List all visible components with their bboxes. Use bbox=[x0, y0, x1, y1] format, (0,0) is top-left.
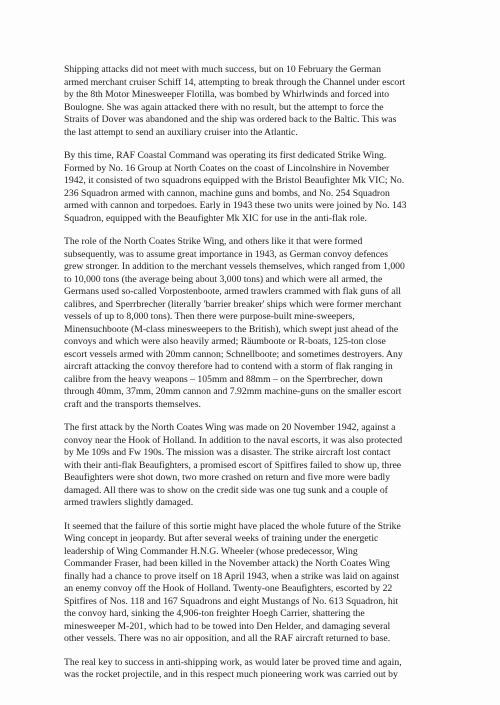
text-line: Squadron, equipped with the Beaufighter Mk XIC for use in the anti-flak role. bbox=[64, 212, 367, 224]
text-line: By this time, RAF Coastal Command was operating its first dedicated Strike Wing. bbox=[64, 150, 387, 161]
text-line: minesweeper M-201, which had to be towed into Den Helder, and damaging several bbox=[64, 620, 391, 632]
text-line: by the 8th Motor Minesweeper Flotilla, was bombed by Whirlwinds and forced into bbox=[64, 89, 390, 100]
text-line: leadership of Wing Commander H.N.G. Wheeler (whose predecessor, Wing bbox=[64, 545, 358, 557]
text-line: an enemy convoy off the Hook of Holland. Twenty-one Beaufighters, escorted by 22 bbox=[64, 583, 393, 594]
text-line: 1942, it consisted of two squadrons equipped with the Bristol Beaufighter Mk VIC; No. bbox=[64, 175, 405, 186]
text-line: armed trawlers slightly damaged. bbox=[64, 497, 194, 508]
text-line: Boulogne. She was again attacked there with no result, but the attempt to force the bbox=[64, 101, 384, 113]
paragraph bbox=[64, 236, 464, 411]
text-line: The first attack by the North Coates Wing was made on 20 November 1942, against a bbox=[64, 422, 396, 433]
text-line: The real key to success in anti-shipping work, as would later be proved time and again, bbox=[64, 656, 402, 668]
text-line: convoys and which were also heavily armed; Räumboote or R-boats, 125-ton close bbox=[64, 336, 386, 347]
text-line: Straits of Dover was abandoned and the ship was ordered back to the Baltic. This was bbox=[64, 114, 397, 125]
text-line: subsequently, was to assume great importance in 1943, as German convoy defences bbox=[64, 248, 389, 260]
text-line: with their anti-flak Beaufighters, a promised escort of Spitfires failed to show up, three bbox=[64, 459, 402, 471]
paragraph bbox=[64, 64, 464, 139]
text-line: other vessels. There was no air opposition, and all the RAF aircraft returned to base. bbox=[64, 633, 391, 644]
text-line: It seemed that the failure of this sortie might have placed the whole future of the Strike bbox=[64, 520, 401, 532]
text-line: Commander Fraser, had been killed in the November attack) the North Coates Wing bbox=[64, 558, 390, 569]
text-line: Wing concept in jeopardy. But after several weeks of training under the energetic bbox=[64, 533, 379, 544]
text-line: The role of the North Coates Strike Wing, and others like it that were formed bbox=[64, 236, 363, 247]
text-line: 236 Squadron armed with cannon, machine guns and bombs, and No. 254 Squadron bbox=[64, 187, 390, 199]
text-line: armed with cannon and torpedoes. Early in 1943 these two units were joined by No. 143 bbox=[64, 200, 407, 211]
text-line: calibre from the heavy weapons – 105mm and 88mm – on the Sperrbrecher, down bbox=[64, 373, 383, 385]
text-line: convoy near the Hook of Holland. In addition to the naval escorts, it was also protected bbox=[64, 434, 403, 446]
text-line: was the rocket projectile, and in this respect much pioneering work was carried out by bbox=[64, 669, 398, 680]
text-line: vessels of up to 8,000 tons). Then there were purpose-built mine-sweepers, bbox=[64, 311, 355, 322]
text-line: craft and the transports themselves. bbox=[64, 398, 201, 410]
body-text bbox=[64, 64, 464, 693]
text-line: the last attempt to send an auxiliary cruiser into the Atlantic. bbox=[64, 126, 298, 138]
text-line: by Me 109s and Fw 190s. The mission was a disaster. The strike aircraft lost contact bbox=[64, 447, 391, 458]
text-line: Shipping attacks did not meet with much success, but on 10 February the German bbox=[64, 64, 381, 75]
text-line: Spitfires of Nos. 118 and 167 Squadrons and eight Mustangs of No. 613 Squadron, hit bbox=[64, 595, 399, 607]
text-line: Formed by No. 16 Group at North Coates on the coast of Lincolnshire in November bbox=[64, 162, 390, 174]
text-line: aircraft attacking the convoy therefore had to contend with a storm of flak ranging in bbox=[64, 361, 393, 372]
text-line: through 40mm, 37mm, 20mm cannon and 7.92mm machine-guns on the smaller escort bbox=[64, 386, 402, 397]
text-line: Minensuchboote (M-class minesweepers to the British), which swept just ahead of the bbox=[64, 323, 399, 335]
text-line: Beaufighters were shot down, two more crashed on return and five more were badly bbox=[64, 472, 391, 483]
paragraph bbox=[64, 657, 464, 682]
paragraph bbox=[64, 150, 464, 225]
paragraph bbox=[64, 521, 464, 646]
text-line: Germans used so-called Vorpostenboote, armed trawlers crammed with flak guns of all bbox=[64, 286, 401, 297]
text-line: damaged. All there was to show on the credit side was one tug sunk and a couple of bbox=[64, 484, 388, 496]
paragraph bbox=[64, 422, 464, 510]
text-line: armed merchant cruiser Schiff 14, attempting to break through the Channel under escort bbox=[64, 76, 406, 88]
text-line: grew stronger. In addition to the merchant vessels themselves, which ranged from 1,000 bbox=[64, 261, 405, 272]
text-line: finally had a chance to prove itself on 18 April 1943, when a strike was laid on against bbox=[64, 570, 400, 582]
text-line: the convoy hard, sinking the 4,906-ton freighter Hoegh Carrier, shattering the bbox=[64, 608, 365, 619]
text-line: to 10,000 tons (the average being about 3,000 tons) and which were all armed, the bbox=[64, 273, 383, 285]
text-line: escort vessels armed with 20mm cannon; Schnellboote; and sometimes destroyers. Any bbox=[64, 348, 403, 360]
text-line: calibres, and Sperrbrecher (literally 'barrier breaker' ships which were former merchant bbox=[64, 298, 402, 310]
